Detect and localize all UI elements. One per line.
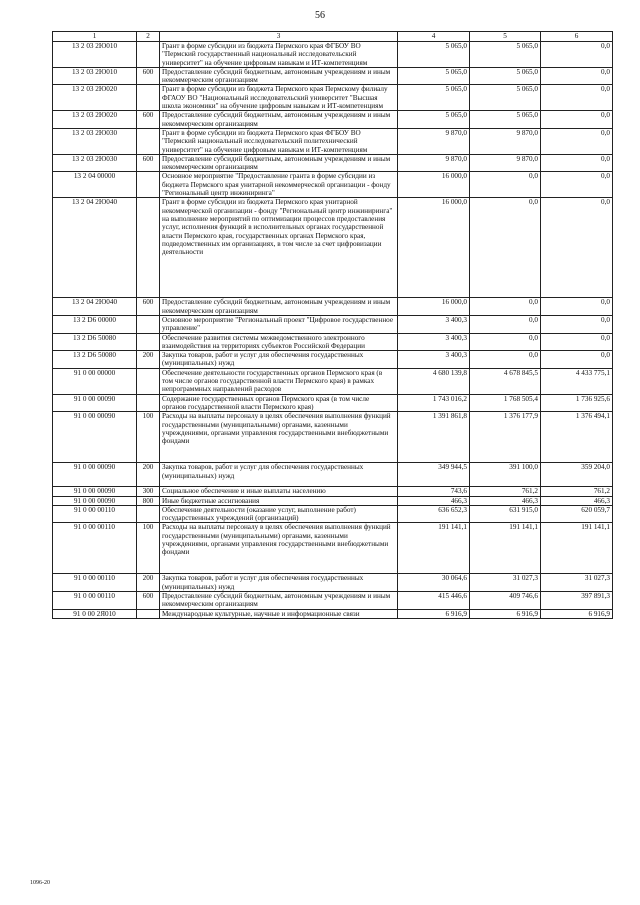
expense-type-code <box>137 172 160 198</box>
expense-type-code: 100 <box>137 523 160 574</box>
amount-year-1: 16 000,0 <box>398 172 470 198</box>
target-article-code: 13 2 03 2Ю020 <box>53 85 137 111</box>
amount-year-2: 5 065,0 <box>470 111 541 129</box>
expense-type-code: 800 <box>137 496 160 505</box>
column-header: 5 <box>470 32 541 42</box>
table-body <box>53 42 613 619</box>
expense-type-code <box>137 609 160 618</box>
amount-year-1: 16 000,0 <box>398 198 470 298</box>
expense-name: Обеспечение деятельности государственных органов Пермского края (в том числе органов государственной власти Пермского края) в рамках непрограммных направлений расходов <box>160 368 398 394</box>
amount-year-3: 0,0 <box>541 298 613 316</box>
expense-type-code: 600 <box>137 591 160 609</box>
amount-year-2: 9 870,0 <box>470 154 541 172</box>
column-header: 6 <box>541 32 613 42</box>
table-row <box>53 198 613 298</box>
table-row <box>53 463 613 487</box>
amount-year-2: 466,3 <box>470 496 541 505</box>
amount-year-1: 3 400,3 <box>398 315 470 333</box>
expense-name: Социальное обеспечение и иные выплаты населению <box>160 487 398 496</box>
expense-name: Предоставление субсидий бюджетным, автономным учреждениям и иным некоммерческим организациям <box>160 298 398 316</box>
expense-name: Закупка товаров, работ и услуг для обеспечения государственных (муниципальных) нужд <box>160 351 398 369</box>
target-article-code: 91 0 00 00090 <box>53 496 137 505</box>
expense-type-code: 200 <box>137 463 160 487</box>
amount-year-2: 631 915,0 <box>470 505 541 523</box>
amount-year-3: 1 376 494,1 <box>541 412 613 463</box>
column-header: 2 <box>137 32 160 42</box>
target-article-code: 13 2 03 2Ю010 <box>53 67 137 85</box>
amount-year-2: 0,0 <box>470 333 541 351</box>
amount-year-3: 359 204,0 <box>541 463 613 487</box>
amount-year-2: 191 141,1 <box>470 523 541 574</box>
expense-name: Расходы на выплаты персоналу в целях обеспечения выполнения функций государственными (муниципальными) органами, казенными учреждениями, органами управления государственными внебюджетными фондами <box>160 523 398 574</box>
amount-year-2: 4 678 845,5 <box>470 368 541 394</box>
expense-name: Предоставление субсидий бюджетным, автономным учреждениям и иным некоммерческим организациям <box>160 591 398 609</box>
target-article-code: 91 0 00 2Я010 <box>53 609 137 618</box>
table-row <box>53 368 613 394</box>
document-code: 1096-20 <box>30 880 50 886</box>
table-row <box>53 42 613 68</box>
table-row <box>53 609 613 618</box>
expense-name: Грант в форме субсидии из бюджета Пермского края ФГБОУ ВО "Пермский национальный исследовательский политехнический университет" на обучение цифровым навыкам и ИТ-компетенциям <box>160 128 398 154</box>
amount-year-2: 761,2 <box>470 487 541 496</box>
expense-type-code <box>137 368 160 394</box>
amount-year-3: 0,0 <box>541 67 613 85</box>
amount-year-3: 0,0 <box>541 333 613 351</box>
amount-year-2: 0,0 <box>470 172 541 198</box>
expense-name: Основное мероприятие "Региональный проект "Цифровое государственное управление" <box>160 315 398 333</box>
amount-year-3: 0,0 <box>541 111 613 129</box>
amount-year-1: 5 065,0 <box>398 42 470 68</box>
amount-year-2: 5 065,0 <box>470 42 541 68</box>
expense-type-code <box>137 42 160 68</box>
expense-name: Грант в форме субсидии из бюджета Пермского края Пермскому филиалу ФГАОУ ВО "Национальный исследовательский университет "Высшая школа экономики" на обучение цифровым навыкам и ИТ-компетенциям <box>160 85 398 111</box>
expense-type-code <box>137 85 160 111</box>
amount-year-2: 6 916,9 <box>470 609 541 618</box>
table-row <box>53 298 613 316</box>
page-number: 56 <box>315 10 325 21</box>
table-row <box>53 496 613 505</box>
amount-year-3: 0,0 <box>541 128 613 154</box>
budget-table <box>52 31 613 619</box>
table-row <box>53 172 613 198</box>
amount-year-1: 743,6 <box>398 487 470 496</box>
column-header: 3 <box>160 32 398 42</box>
amount-year-3: 466,3 <box>541 496 613 505</box>
amount-year-1: 466,3 <box>398 496 470 505</box>
amount-year-3: 0,0 <box>541 198 613 298</box>
table-row <box>53 128 613 154</box>
expense-type-code: 600 <box>137 67 160 85</box>
amount-year-2: 0,0 <box>470 315 541 333</box>
amount-year-1: 5 065,0 <box>398 85 470 111</box>
table-row <box>53 333 613 351</box>
amount-year-3: 620 059,7 <box>541 505 613 523</box>
target-article-code: 91 0 00 00090 <box>53 487 137 496</box>
amount-year-1: 16 000,0 <box>398 298 470 316</box>
amount-year-1: 3 400,3 <box>398 333 470 351</box>
table-row <box>53 154 613 172</box>
amount-year-1: 3 400,3 <box>398 351 470 369</box>
amount-year-1: 1 391 861,8 <box>398 412 470 463</box>
target-article-code: 91 0 00 00090 <box>53 463 137 487</box>
table-row <box>53 412 613 463</box>
expense-type-code: 200 <box>137 351 160 369</box>
expense-type-code <box>137 505 160 523</box>
amount-year-1: 9 870,0 <box>398 128 470 154</box>
target-article-code: 13 2 03 2Ю010 <box>53 42 137 68</box>
table-row <box>53 85 613 111</box>
amount-year-2: 0,0 <box>470 351 541 369</box>
expense-name: Содержание государственных органов Пермского края (в том числе органов государственной власти Пермского края) <box>160 394 398 412</box>
amount-year-1: 4 680 139,8 <box>398 368 470 394</box>
amount-year-1: 6 916,9 <box>398 609 470 618</box>
expense-type-code <box>137 128 160 154</box>
amount-year-2: 409 746,6 <box>470 591 541 609</box>
amount-year-3: 0,0 <box>541 351 613 369</box>
table-row <box>53 111 613 129</box>
amount-year-2: 0,0 <box>470 198 541 298</box>
expense-name: Иные бюджетные ассигнования <box>160 496 398 505</box>
expense-name: Закупка товаров, работ и услуг для обеспечения государственных (муниципальных) нужд <box>160 574 398 592</box>
amount-year-2: 9 870,0 <box>470 128 541 154</box>
expense-type-code: 600 <box>137 111 160 129</box>
amount-year-2: 1 376 177,9 <box>470 412 541 463</box>
amount-year-3: 1 736 925,6 <box>541 394 613 412</box>
column-number-row <box>53 32 613 42</box>
amount-year-1: 636 652,3 <box>398 505 470 523</box>
target-article-code: 13 2 03 2Ю020 <box>53 111 137 129</box>
amount-year-3: 0,0 <box>541 315 613 333</box>
expense-name: Расходы на выплаты персоналу в целях обеспечения выполнения функций государственными (муниципальными) органами, казенными учреждениями, органами управления государственными внебюджетными фондами <box>160 412 398 463</box>
amount-year-3: 191 141,1 <box>541 523 613 574</box>
amount-year-3: 397 891,3 <box>541 591 613 609</box>
table-row <box>53 574 613 592</box>
target-article-code: 91 0 00 00000 <box>53 368 137 394</box>
column-header: 4 <box>398 32 470 42</box>
amount-year-3: 0,0 <box>541 42 613 68</box>
expense-type-code: 100 <box>137 412 160 463</box>
expense-type-code: 600 <box>137 154 160 172</box>
amount-year-3: 4 433 775,1 <box>541 368 613 394</box>
amount-year-1: 9 870,0 <box>398 154 470 172</box>
expense-name: Обеспечение деятельности (оказание услуг, выполнение работ) государственных учреждений (организаций) <box>160 505 398 523</box>
table-row <box>53 351 613 369</box>
amount-year-1: 5 065,0 <box>398 67 470 85</box>
target-article-code: 91 0 00 00110 <box>53 505 137 523</box>
target-article-code: 13 2 04 00000 <box>53 172 137 198</box>
table-row <box>53 315 613 333</box>
amount-year-2: 31 027,3 <box>470 574 541 592</box>
target-article-code: 13 2 D6 50080 <box>53 333 137 351</box>
amount-year-3: 6 916,9 <box>541 609 613 618</box>
expense-name: Предоставление субсидий бюджетным, автономным учреждениям и иным некоммерческим организациям <box>160 67 398 85</box>
target-article-code: 13 2 04 2Ю040 <box>53 198 137 298</box>
amount-year-2: 5 065,0 <box>470 85 541 111</box>
target-article-code: 13 2 03 2Ю030 <box>53 154 137 172</box>
amount-year-1: 349 944,5 <box>398 463 470 487</box>
expense-name: Предоставление субсидий бюджетным, автономным учреждениям и иным некоммерческим организациям <box>160 154 398 172</box>
expense-type-code: 200 <box>137 574 160 592</box>
expense-name: Основное мероприятие "Предоставление гранта в форме субсидии из бюджета Пермского края унитарной некоммерческой организации - фонду "Региональный центр инжиниринга" <box>160 172 398 198</box>
target-article-code: 91 0 00 00090 <box>53 412 137 463</box>
target-article-code: 13 2 03 2Ю030 <box>53 128 137 154</box>
expense-type-code <box>137 394 160 412</box>
amount-year-3: 0,0 <box>541 154 613 172</box>
table-row <box>53 591 613 609</box>
table-row <box>53 394 613 412</box>
expense-type-code <box>137 315 160 333</box>
target-article-code: 91 0 00 00110 <box>53 591 137 609</box>
expense-name: Грант в форме субсидии из бюджета Пермского края ФГБОУ ВО "Пермский государственный национальный исследовательский университет" на обучение цифровым навыкам и ИТ-компетенциям <box>160 42 398 68</box>
amount-year-1: 415 446,6 <box>398 591 470 609</box>
target-article-code: 91 0 00 00110 <box>53 574 137 592</box>
table-row <box>53 487 613 496</box>
expense-name: Международные культурные, научные и информационные связи <box>160 609 398 618</box>
amount-year-1: 30 064,6 <box>398 574 470 592</box>
amount-year-2: 5 065,0 <box>470 67 541 85</box>
target-article-code: 91 0 00 00110 <box>53 523 137 574</box>
target-article-code: 13 2 D6 00000 <box>53 315 137 333</box>
amount-year-2: 0,0 <box>470 298 541 316</box>
amount-year-1: 191 141,1 <box>398 523 470 574</box>
target-article-code: 91 0 00 00090 <box>53 394 137 412</box>
target-article-code: 13 2 D6 50080 <box>53 351 137 369</box>
amount-year-3: 0,0 <box>541 172 613 198</box>
table-row <box>53 67 613 85</box>
column-header: 1 <box>53 32 137 42</box>
expense-type-code: 300 <box>137 487 160 496</box>
expense-type-code: 600 <box>137 298 160 316</box>
amount-year-3: 31 027,3 <box>541 574 613 592</box>
expense-name: Предоставление субсидий бюджетным, автономным учреждениям и иным некоммерческим организациям <box>160 111 398 129</box>
amount-year-2: 1 768 505,4 <box>470 394 541 412</box>
table-row <box>53 505 613 523</box>
expense-name: Закупка товаров, работ и услуг для обеспечения государственных (муниципальных) нужд <box>160 463 398 487</box>
table-row <box>53 523 613 574</box>
expense-name: Грант в форме субсидии из бюджета Пермского края унитарной некоммерческой организации - фонду "Региональный центр инжиниринга" на выполнение мероприятий по оптимизации процессов предоставления услуг, исполнения функций в исполнительных органах государственной власти Пермского края, государственных органах Пермского края, подведомственных им организациях, в том числе за счет цифровизации деятельности <box>160 198 398 298</box>
expense-name: Обеспечение развития системы межведомственного электронного взаимодействия на территориях субъектов Российской Федерации <box>160 333 398 351</box>
amount-year-2: 391 100,0 <box>470 463 541 487</box>
amount-year-3: 0,0 <box>541 85 613 111</box>
expense-type-code <box>137 198 160 298</box>
expense-type-code <box>137 333 160 351</box>
amount-year-3: 761,2 <box>541 487 613 496</box>
amount-year-1: 1 743 016,2 <box>398 394 470 412</box>
amount-year-1: 5 065,0 <box>398 111 470 129</box>
target-article-code: 13 2 04 2Ю040 <box>53 298 137 316</box>
